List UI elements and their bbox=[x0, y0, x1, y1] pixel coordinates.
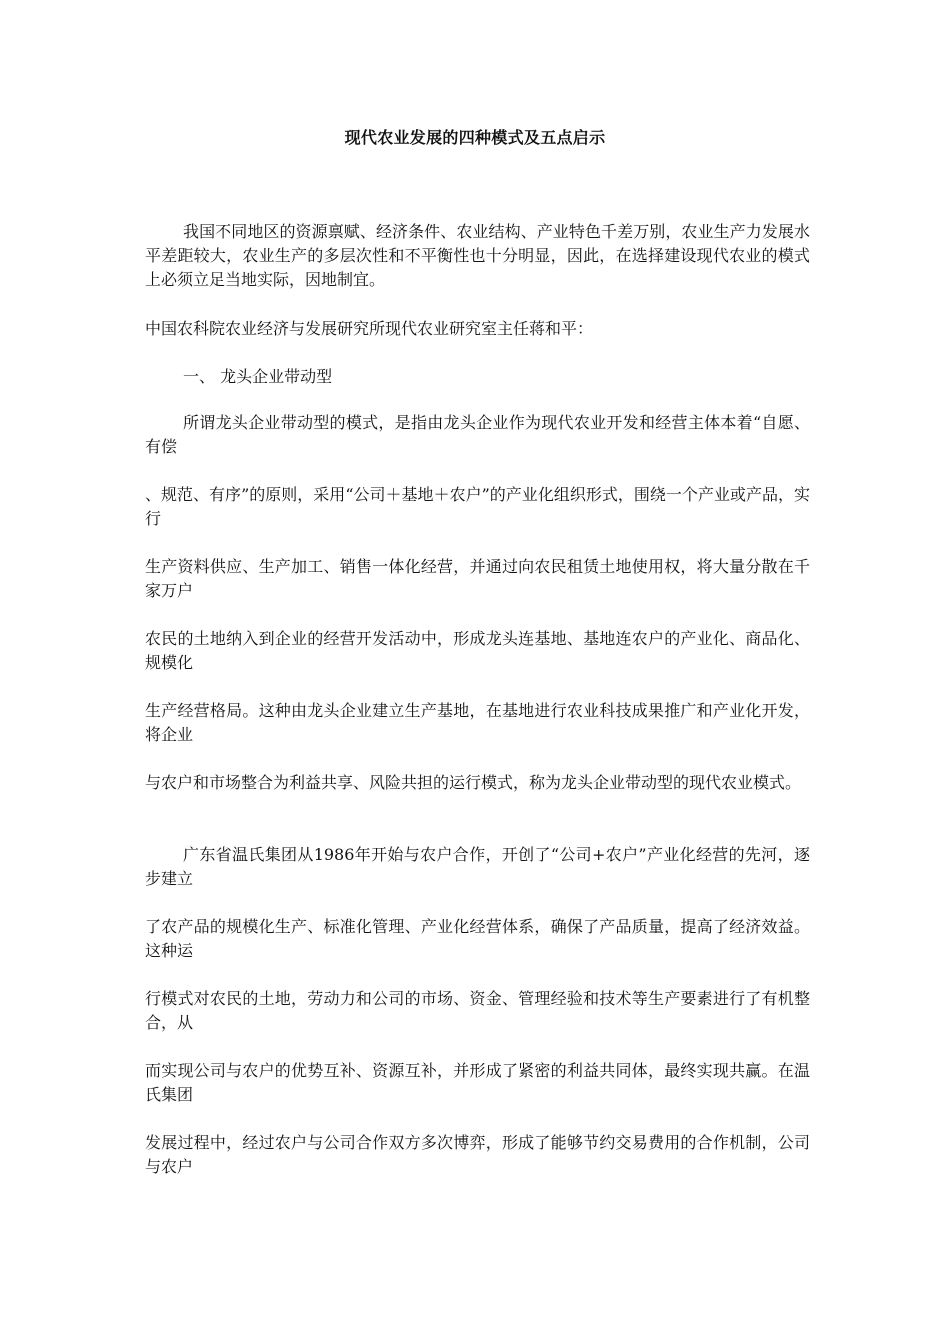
paragraph-body: 所谓龙头企业带动型的模式，是指由龙头企业作为现代农业开发和经营主体本着“自愿、有偿 bbox=[145, 413, 810, 456]
paragraph-body: 生产经营格局。这种由龙头企业建立生产基地，在基地进行农业科技成果推广和产业化开发，将企业 bbox=[145, 701, 810, 744]
paragraph-body: 发展过程中，经过农户与公司合作双方多次博弈，形成了能够节约交易费用的合作机制，公司与农户 bbox=[145, 1133, 810, 1176]
paragraph-body: 广东省温氏集团从1986年开始与农户合作，开创了“公司+农户”产业化经营的先河，逐步建立 bbox=[145, 845, 810, 888]
paragraph-body: 与农户和市场整合为利益共享、风险共担的运行模式，称为龙头企业带动型的现代农业模式。 bbox=[145, 773, 802, 792]
paragraph-body: 而实现公司与农户的优势互补、资源互补，并形成了紧密的利益共同体，最终实现共赢。在温氏集团 bbox=[145, 1061, 810, 1104]
paragraph-body: 、规范、有序”的原则，采用“公司＋基地＋农户”的产业化组织形式，围绕一个产业或产品，实行 bbox=[145, 485, 810, 528]
paragraph-intro: 我国不同地区的资源禀赋、经济条件、农业结构、产业特色千差万别，农业生产力发展水平差距较大，农业生产的多层次性和不平衡性也十分明显，因此，在选择建设现代农业的模式上必须立足当地实际，因地制宜。 bbox=[145, 222, 810, 289]
paragraph-speaker: 中国农科院农业经济与发展研究所现代农业研究室主任蒋和平： bbox=[145, 319, 594, 338]
paragraph-body: 生产资料供应、生产加工、销售一体化经营，并通过向农民租赁土地使用权，将大量分散在千家万户 bbox=[145, 557, 810, 600]
paragraph-body: 农民的土地纳入到企业的经营开发活动中，形成龙头连基地、基地连农户的产业化、商品化、规模化 bbox=[145, 629, 810, 672]
paragraph-body: 了农产品的规模化生产、标准化管理、产业化经营体系，确保了产品质量，提高了经济效益。这种运 bbox=[145, 917, 810, 960]
paragraph-body: 行模式对农民的土地，劳动力和公司的市场、资金、管理经验和技术等生产要素进行了有机整合，从 bbox=[145, 989, 810, 1032]
section-heading-1: 一、 龙头企业带动型 bbox=[183, 367, 333, 386]
document-title: 现代农业发展的四种模式及五点启示 bbox=[344, 128, 606, 147]
